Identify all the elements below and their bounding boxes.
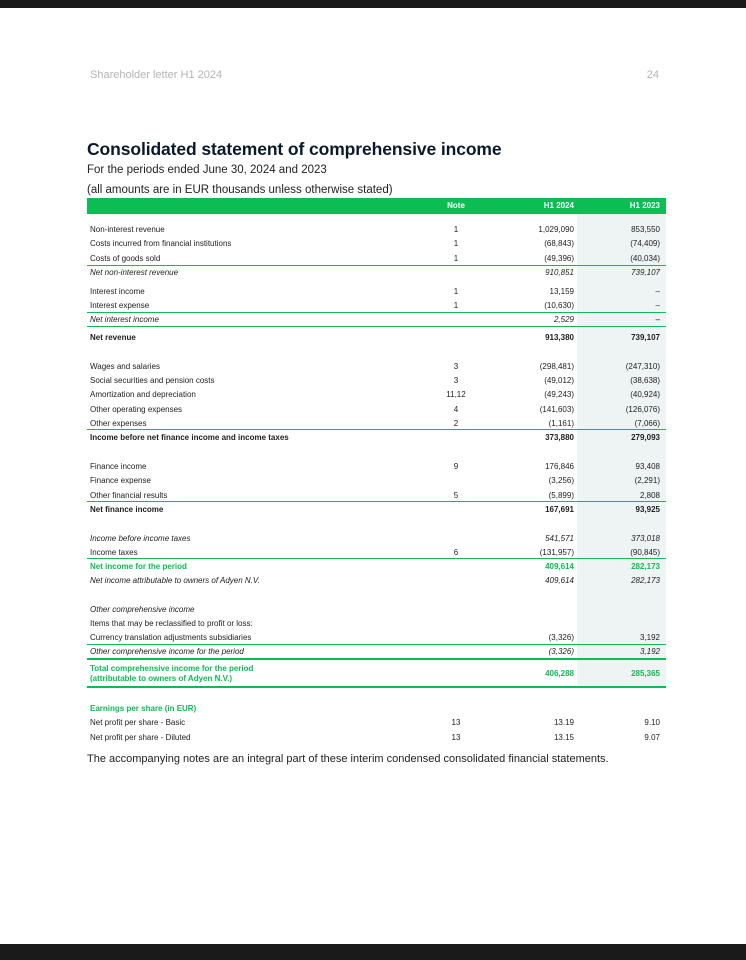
top-dark-bar	[0, 0, 746, 8]
row-divider	[87, 644, 666, 645]
page-title: Consolidated statement of comprehensive income	[87, 139, 502, 159]
footer-note: The accompanying notes are an integral part of these interim condensed consolidated financial statements.	[87, 753, 609, 765]
column-header-note: Note	[447, 201, 465, 210]
subtitle-periods: For the periods ended June 30, 2024 and 2023	[87, 164, 327, 176]
document-header: Shareholder letter H1 2024	[90, 69, 223, 81]
row-divider	[87, 501, 666, 502]
subtitle-units: (all amounts are in EUR thousands unless otherwise stated)	[87, 184, 393, 196]
table-header	[87, 198, 666, 214]
row-divider	[87, 429, 666, 430]
row-divider	[87, 312, 666, 313]
row-divider	[87, 558, 666, 559]
h1-2023-column-shade	[577, 214, 666, 686]
row-divider	[87, 686, 666, 688]
row-divider	[87, 326, 666, 327]
column-header-h1-2023: H1 2023	[629, 201, 660, 210]
row-divider	[87, 658, 666, 660]
bottom-dark-bar	[0, 944, 746, 960]
row-divider	[87, 265, 666, 266]
page-number: 24	[646, 69, 659, 81]
column-header-h1-2024: H1 2024	[543, 201, 574, 210]
